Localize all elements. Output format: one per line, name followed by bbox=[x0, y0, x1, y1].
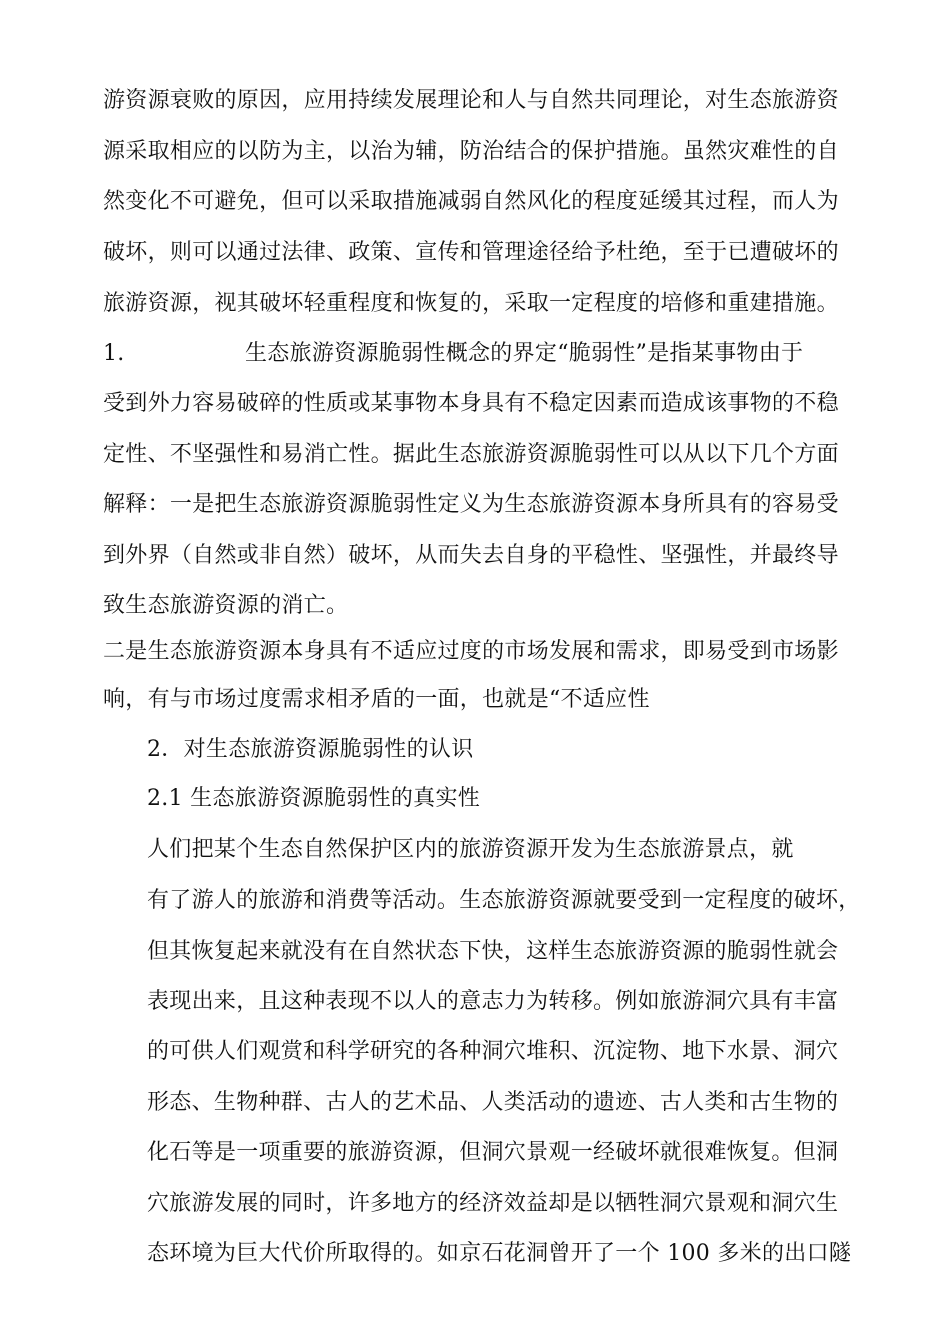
para3-line-9: 态环境为巨大代价所取得的。如京石花洞曾开了一个 100 多米的出口隧 bbox=[147, 1241, 852, 1266]
para1-line-1: 游资源衰败的原因，应用持续发展理论和人与自然共同理论，对生态旅游资 bbox=[103, 88, 839, 113]
item1-line-3: 定性、不坚强性和易消亡性。据此生态旅游资源脆弱性可以从以下几个方面 bbox=[103, 442, 839, 467]
section-heading-2: 2．对生态旅游资源脆弱性的认识 bbox=[147, 737, 474, 762]
item1-first-line bbox=[103, 339, 803, 369]
item1-line-2: 受到外力容易破碎的性质或某事物本身具有不稳定因素而造成该事物的不稳 bbox=[103, 391, 839, 416]
para3-line-1: 人们把某个生态自然保护区内的旅游资源开发为生态旅游景点，就 bbox=[147, 837, 794, 862]
para3-line-4: 表现出来，且这种表现不以人的意志力为转移。例如旅游洞穴具有丰富 bbox=[147, 989, 839, 1014]
para1-line-3: 然变化不可避免，但可以采取措施减弱自然风化的程度延缓其过程，而人为 bbox=[103, 189, 839, 214]
para1-line-4: 破坏，则可以通过法律、政策、宣传和管理途径给予杜绝，至于已遭破坏的 bbox=[103, 240, 839, 265]
para1-line-5: 旅游资源，视其破坏轻重程度和恢复的，采取一定程度的培修和重建措施。 bbox=[103, 291, 839, 316]
para3-line-2: 有了游人的旅游和消费等活动。生态旅游资源就要受到一定程度的破坏， bbox=[147, 888, 861, 913]
para3-line-7: 化石等是一项重要的旅游资源，但洞穴景观一经破坏就很难恢复。但洞 bbox=[147, 1140, 839, 1165]
item1-line-6: 致生态旅游资源的消亡。 bbox=[103, 593, 349, 618]
item1-number: 1. bbox=[103, 341, 125, 366]
para2-line-2: 响，有与市场过度需求相矛盾的一面，也就是“不适应性 bbox=[103, 687, 650, 712]
para3-line-5: 的可供人们观赏和科学研究的各种洞穴堆积、沉淀物、地下水景、洞穴 bbox=[147, 1039, 839, 1064]
para3-line-8: 穴旅游发展的同时，许多地方的经济效益却是以牺牲洞穴景观和洞穴生 bbox=[147, 1191, 839, 1216]
item1-line-5: 到外界（自然或非自然）破坏，从而失去自身的平稳性、坚强性，并最终导 bbox=[103, 543, 839, 568]
item1-first-text: 生态旅游资源脆弱性概念的界定“脆弱性”是指某事物由于 bbox=[245, 341, 804, 366]
para1-line-2: 源采取相应的以防为主，以治为辅，防治结合的保护措施。虽然灾难性的自 bbox=[103, 139, 839, 164]
para2-line-1: 二是生态旅游资源本身具有不适应过度的市场发展和需求，即易受到市场影 bbox=[103, 639, 839, 664]
para3-line-6: 形态、生物种群、古人的艺术品、人类活动的遗迹、古人类和古生物的 bbox=[147, 1090, 839, 1115]
section-heading-2-1: 2.1 生态旅游资源脆弱性的真实性 bbox=[147, 786, 481, 811]
item1-line-4: 解释：一是把生态旅游资源脆弱性定义为生态旅游资源本身所具有的容易受 bbox=[103, 492, 839, 517]
para3-line-3: 但其恢复起来就没有在自然状态下快，这样生态旅游资源的脆弱性就会 bbox=[147, 939, 839, 964]
